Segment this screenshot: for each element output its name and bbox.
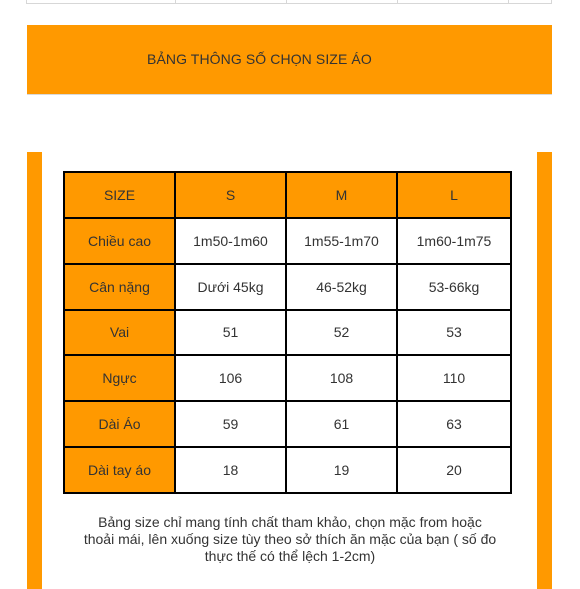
header-cell-m: M [286, 172, 397, 218]
top-divider-tick [175, 0, 176, 4]
top-divider-tick [397, 0, 398, 4]
right-accent-strip [537, 152, 552, 589]
table-row [64, 447, 511, 493]
header-cell-s: S [175, 172, 286, 218]
row-label: Cân nặng [64, 264, 175, 310]
table-row [64, 355, 511, 401]
table-cell: 59 [175, 401, 286, 447]
table-cell: 20 [397, 447, 511, 493]
table-cell: 53-66kg [397, 264, 511, 310]
table-header-row [64, 172, 511, 218]
size-note [70, 514, 510, 565]
row-label: Dài tay áo [64, 447, 175, 493]
table-cell: 110 [397, 355, 511, 401]
table-row [64, 401, 511, 447]
size-chart-table [63, 171, 512, 494]
top-divider-tick [286, 0, 287, 4]
table-row [64, 218, 511, 264]
header-cell-size: SIZE [64, 172, 175, 218]
top-divider-tick [508, 0, 509, 4]
note-line: thực thế có thể lệch 1-2cm) [204, 548, 376, 564]
top-divider [26, 0, 552, 4]
table-cell: Dưới 45kg [175, 264, 286, 310]
note-line: Bảng size chỉ mang tính chất tham khảo, chọn mặc from hoặc [98, 514, 482, 530]
table-cell: 63 [397, 401, 511, 447]
top-divider-tick [551, 0, 552, 4]
row-label: Chiều cao [64, 218, 175, 264]
table-cell: 1m60-1m75 [397, 218, 511, 264]
table-cell: 52 [286, 310, 397, 356]
row-label: Vai [64, 310, 175, 356]
note-line: thoải mái, lên xuống size tùy theo sở thích ăn mặc của bạn ( số đo [83, 531, 497, 547]
table-cell: 19 [286, 447, 397, 493]
table-cell: 51 [175, 310, 286, 356]
banner-title: BẢNG THÔNG SỐ CHỌN SIZE ÁO [147, 51, 372, 67]
table-cell: 46-52kg [286, 264, 397, 310]
table-cell: 106 [175, 355, 286, 401]
table-cell: 18 [175, 447, 286, 493]
table-cell: 61 [286, 401, 397, 447]
top-divider-tick [26, 0, 27, 4]
left-accent-strip [27, 152, 42, 589]
table-cell: 1m55-1m70 [286, 218, 397, 264]
table-row [64, 310, 511, 356]
row-label: Ngực [64, 355, 175, 401]
table-cell: 53 [397, 310, 511, 356]
table-cell: 1m50-1m60 [175, 218, 286, 264]
header-cell-l: L [397, 172, 511, 218]
title-banner [27, 25, 552, 95]
table-row [64, 264, 511, 310]
table-cell: 108 [286, 355, 397, 401]
row-label: Dài Áo [64, 401, 175, 447]
